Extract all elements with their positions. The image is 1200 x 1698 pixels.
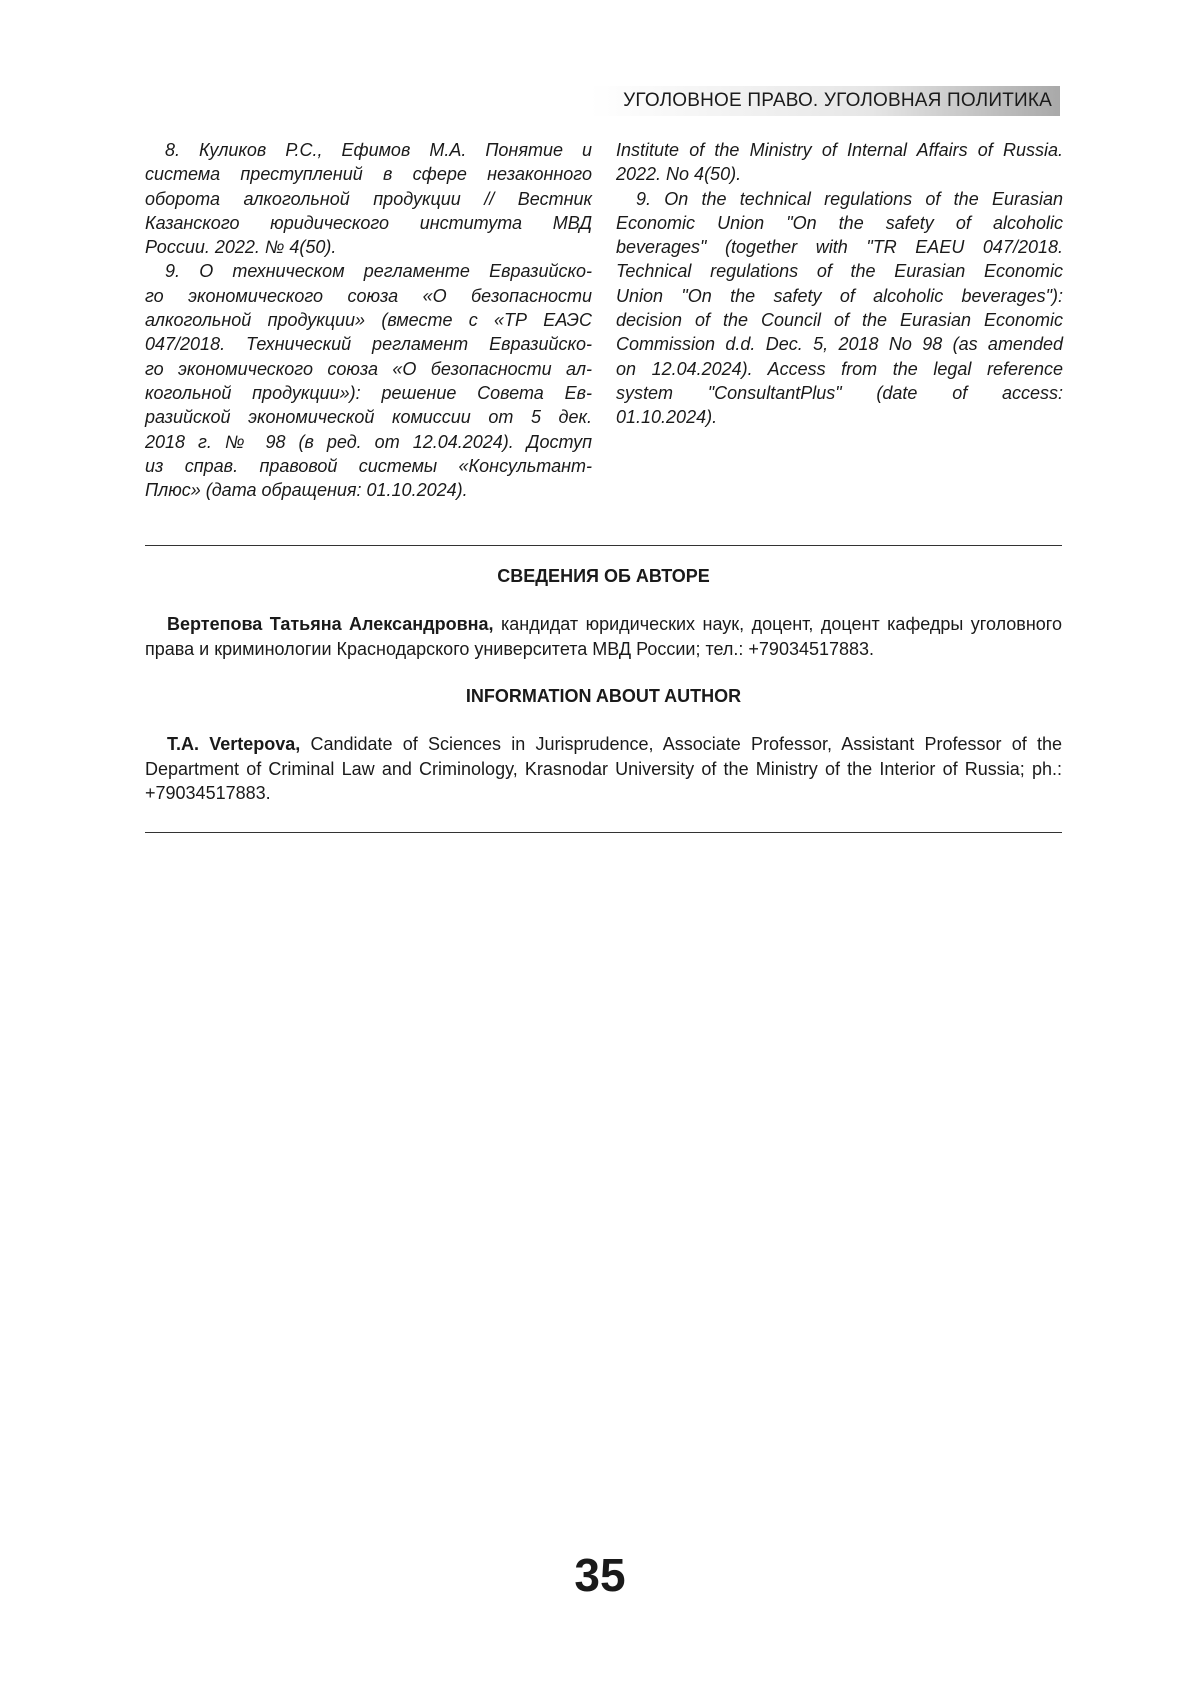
- running-header: [590, 86, 1060, 116]
- reference-line: 047/2018. Технический регламент Евразийско-: [145, 334, 592, 355]
- reference-line: beverages" (together with "TR EAEU 047/2018.: [616, 237, 1063, 258]
- reference-line: 2018 г. № 98 (в ред. от 12.04.2024). Доступ: [145, 431, 592, 452]
- author-details-en: Candidate of Sciences in Jurisprudence, Associate Professor, Assistant Professor of the Department of Criminal Law and Criminology, Krasnodar University of the Ministry of the Interior of Russia; ph.: +79034517883.: [145, 734, 1062, 803]
- reference-line: on 12.04.2024). Access from the legal reference: [616, 358, 1063, 379]
- reference-line: когольной продукции»): решение Совета Ев-: [145, 382, 592, 403]
- reference-line: го экономического союза «О безопасности: [145, 285, 592, 306]
- section-title: УГОЛОВНОЕ ПРАВО. УГОЛОВНАЯ ПОЛИТИКА: [623, 90, 1052, 111]
- author-info-en: [145, 732, 1062, 806]
- author-info-ru: [145, 612, 1062, 661]
- reference-line: из справ. правовой системы «Консультант-: [145, 455, 592, 476]
- reference-line: system "ConsultantPlus" (date of access:: [616, 382, 1063, 403]
- reference-line: 2022. No 4(50).: [616, 164, 742, 185]
- author-details-ru: кандидат юридических наук, доцент, доцент кафедры уголовного права и криминологии Краснодарского университета МВД России; тел.: +79034517883.: [145, 614, 1062, 659]
- author-name-ru: Вертепова Татьяна Александровна,: [167, 614, 494, 634]
- reference-line: разийской экономической комиссии от 5 дек.: [145, 407, 592, 428]
- reference-line: Institute of the Ministry of Internal Affairs of Russia.: [616, 140, 1063, 160]
- reference-line: Economic Union "On the safety of alcoholic: [616, 212, 1063, 233]
- divider-top: [145, 545, 1062, 546]
- reference-line: decision of the Council of the Eurasian Economic: [616, 310, 1063, 331]
- reference-line: России. 2022. № 4(50).: [145, 237, 337, 258]
- reference-line: Плюс» (дата обращения: 01.10.2024).: [145, 480, 468, 501]
- author-info-title-en: INFORMATION ABOUT AUTHOR: [465, 686, 742, 706]
- reference-line: го экономического союза «О безопасности ал-: [145, 358, 592, 379]
- reference-line: оборота алкогольной продукции // Вестник: [145, 188, 592, 209]
- reference-line: 9. On the technical regulations of the Eurasian: [636, 188, 1063, 209]
- reference-line: Commission d.d. Dec. 5, 2018 No 98 (as amended: [616, 334, 1063, 355]
- reference-line: Казанского юридического института МВД: [145, 212, 592, 233]
- reference-line: 01.10.2024).: [616, 407, 718, 428]
- divider-bottom: [145, 832, 1062, 833]
- reference-line: 8. Куликов Р.С., Ефимов М.А. Понятие и: [165, 140, 592, 160]
- reference-line: алкогольной продукции» (вместе с «ТР ЕАЭС: [145, 310, 592, 331]
- reference-line: 9. О техническом регламенте Евразийско-: [165, 261, 592, 282]
- reference-line: Technical regulations of the Eurasian Economic: [616, 261, 1063, 282]
- reference-line: система преступлений в сфере незаконного: [145, 164, 592, 185]
- page-number: 35: [574, 1549, 626, 1601]
- author-name-en: T.A. Vertepova,: [167, 734, 301, 754]
- references-russian: [145, 138, 592, 502]
- author-info-title-ru: СВЕДЕНИЯ ОБ АВТОРЕ: [497, 566, 710, 586]
- reference-line: Union "On the safety of alcoholic beverages"):: [616, 285, 1063, 306]
- references-english: [616, 138, 1063, 430]
